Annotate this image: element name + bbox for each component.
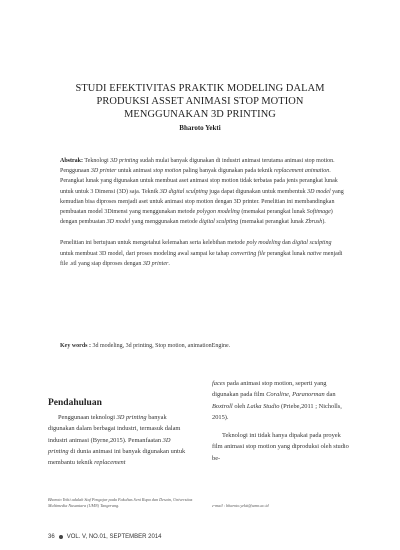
text: banyak digunakan dalam berbagai industri, termasuk dalam industri animasi (Byrne,2015). Pemanfaatan bbox=[48, 414, 181, 444]
text: (Priebe,2011 ; Nicholls, 2015). bbox=[212, 402, 342, 421]
text: menjadi file .stl yang siap diproses dengan bbox=[60, 250, 343, 267]
author-footnote: Bharoto Yekti adalah Staf Pengajar pada Fakultas Seni Rupa dan Desain, Universitas Multimedia Nusantara (UMN) Tangerang. bbox=[48, 497, 193, 508]
text: (memakai perangkat lunak bbox=[238, 219, 306, 226]
page-footer bbox=[48, 534, 162, 540]
author-email: e-mail : bharoto.yekti@umn.ac.id bbox=[212, 503, 269, 508]
keywords-label: Key words : bbox=[60, 343, 91, 349]
bullet-icon bbox=[59, 535, 63, 539]
text: untuk membuat 3D model, dari proses modeling awal sampai ke tahap bbox=[60, 250, 231, 257]
italic-term: 3D printer bbox=[142, 260, 169, 267]
italic-term: stop motion bbox=[153, 168, 182, 175]
text: ) dengan pembuatan bbox=[60, 209, 333, 226]
text: perangkat lunak bbox=[265, 250, 307, 257]
text: , bbox=[288, 391, 293, 399]
body-paragraph bbox=[212, 378, 352, 423]
section-heading: Pendahuluan bbox=[48, 398, 102, 408]
right-column bbox=[212, 378, 352, 464]
text: . bbox=[168, 260, 170, 267]
keywords bbox=[60, 342, 344, 351]
italic-term: 3D model bbox=[307, 188, 331, 195]
italic-term: Softimage bbox=[306, 209, 331, 216]
italic-term: digital sculpting bbox=[199, 219, 239, 226]
italic-term: 3D model bbox=[106, 219, 131, 226]
italic-term: polygon modeling bbox=[196, 209, 240, 216]
italic-term: 3D printing bbox=[110, 158, 139, 164]
body-paragraph bbox=[48, 412, 188, 468]
left-column bbox=[48, 412, 188, 468]
text: juga dapat digunakan untuk membentuk bbox=[207, 188, 308, 195]
text: oleh bbox=[232, 402, 247, 410]
text: untuk animasi bbox=[116, 168, 154, 175]
text: dan bbox=[280, 240, 293, 247]
abstract bbox=[60, 156, 344, 269]
text: pada animasi stop motion, seperti yang digunakan pada film bbox=[212, 380, 327, 399]
abstract-paragraph-2 bbox=[60, 238, 344, 269]
author-name: Bharoto Yekti bbox=[179, 124, 221, 132]
text: . Perangkat lunak yang digunakan untuk membuat aset animasi stop motion tidak terbatas pada jenis perangkat lunak untuk untuk 3 Dimensi (3D) saja. Teknik bbox=[60, 168, 338, 195]
text: paling banyak digunakan pada teknik bbox=[181, 168, 274, 175]
italic-term: Boxtroll bbox=[212, 402, 233, 410]
paper-title bbox=[40, 82, 360, 121]
italic-term: 3D printer bbox=[90, 168, 117, 175]
text: Penelitian ini bertujuan untuk mengetahui kelemahan serta kelebihan metode bbox=[60, 240, 247, 247]
text: (memakai perangkat lunak bbox=[239, 209, 307, 216]
keywords-text: 3d modeling, 3d printing, Stop motion, animationEngine. bbox=[91, 343, 231, 349]
italic-term: Zbrush bbox=[305, 219, 323, 226]
text: ). bbox=[322, 219, 326, 226]
title-line-3: MENGGUNAKAN 3D PRINTING bbox=[124, 109, 276, 120]
text: Teknologi bbox=[83, 158, 111, 164]
italic-term: Laika Studio bbox=[246, 402, 280, 410]
text: Penggunaan teknologi bbox=[58, 414, 117, 421]
italic-term: digital sculpting bbox=[292, 240, 332, 247]
text: sudah mulai banyak digunakan di industri animasi terutama animasi stop motion. Penggunaan bbox=[60, 158, 335, 175]
italic-term: Paranorman bbox=[292, 391, 325, 399]
italic-term: poly modeling bbox=[246, 240, 281, 247]
italic-term: native bbox=[306, 250, 322, 257]
title-line-2: PRODUKSI ASSET ANIMASI STOP MOTION bbox=[96, 96, 304, 107]
abstract-paragraph-1 bbox=[60, 156, 344, 227]
text: yang menggunakan metode bbox=[130, 219, 200, 226]
issue-info: VOL. V, NO.01, SEPTEMBER 2014 bbox=[66, 534, 162, 540]
text: di dunia animasi ini banyak digunakan untuk membantu teknik bbox=[48, 447, 186, 467]
italic-term: replacement bbox=[94, 459, 126, 467]
italic-term: replacement animation bbox=[273, 168, 330, 175]
title-line-1: STUDI EFEKTIVITAS PRAKTIK MODELING DALAM bbox=[75, 83, 325, 94]
italic-term: converting file bbox=[230, 250, 266, 257]
page-number: 36 bbox=[48, 534, 55, 540]
text: yang kemudian bisa diproses menjadi aset untuk animasi stop motion dengan 3D printer. Penelitian ini membandingkan pembuatan model 3Dimensi yang menggunakan metode bbox=[60, 188, 344, 216]
italic-term: 3D digital sculpting bbox=[159, 188, 208, 195]
italic-term: Coraline bbox=[266, 391, 289, 399]
text: dan bbox=[324, 391, 336, 399]
italic-term: 3D printing bbox=[48, 436, 171, 455]
body-paragraph: Teknologi ini tidak hanya dipakai pada proyek film animasi stop motion yang diproduksi oleh studio be- bbox=[212, 432, 349, 462]
italic-term: 3D printing bbox=[116, 414, 147, 421]
abstract-label: Abstrak: bbox=[60, 158, 84, 164]
italic-term: faces bbox=[212, 380, 226, 387]
